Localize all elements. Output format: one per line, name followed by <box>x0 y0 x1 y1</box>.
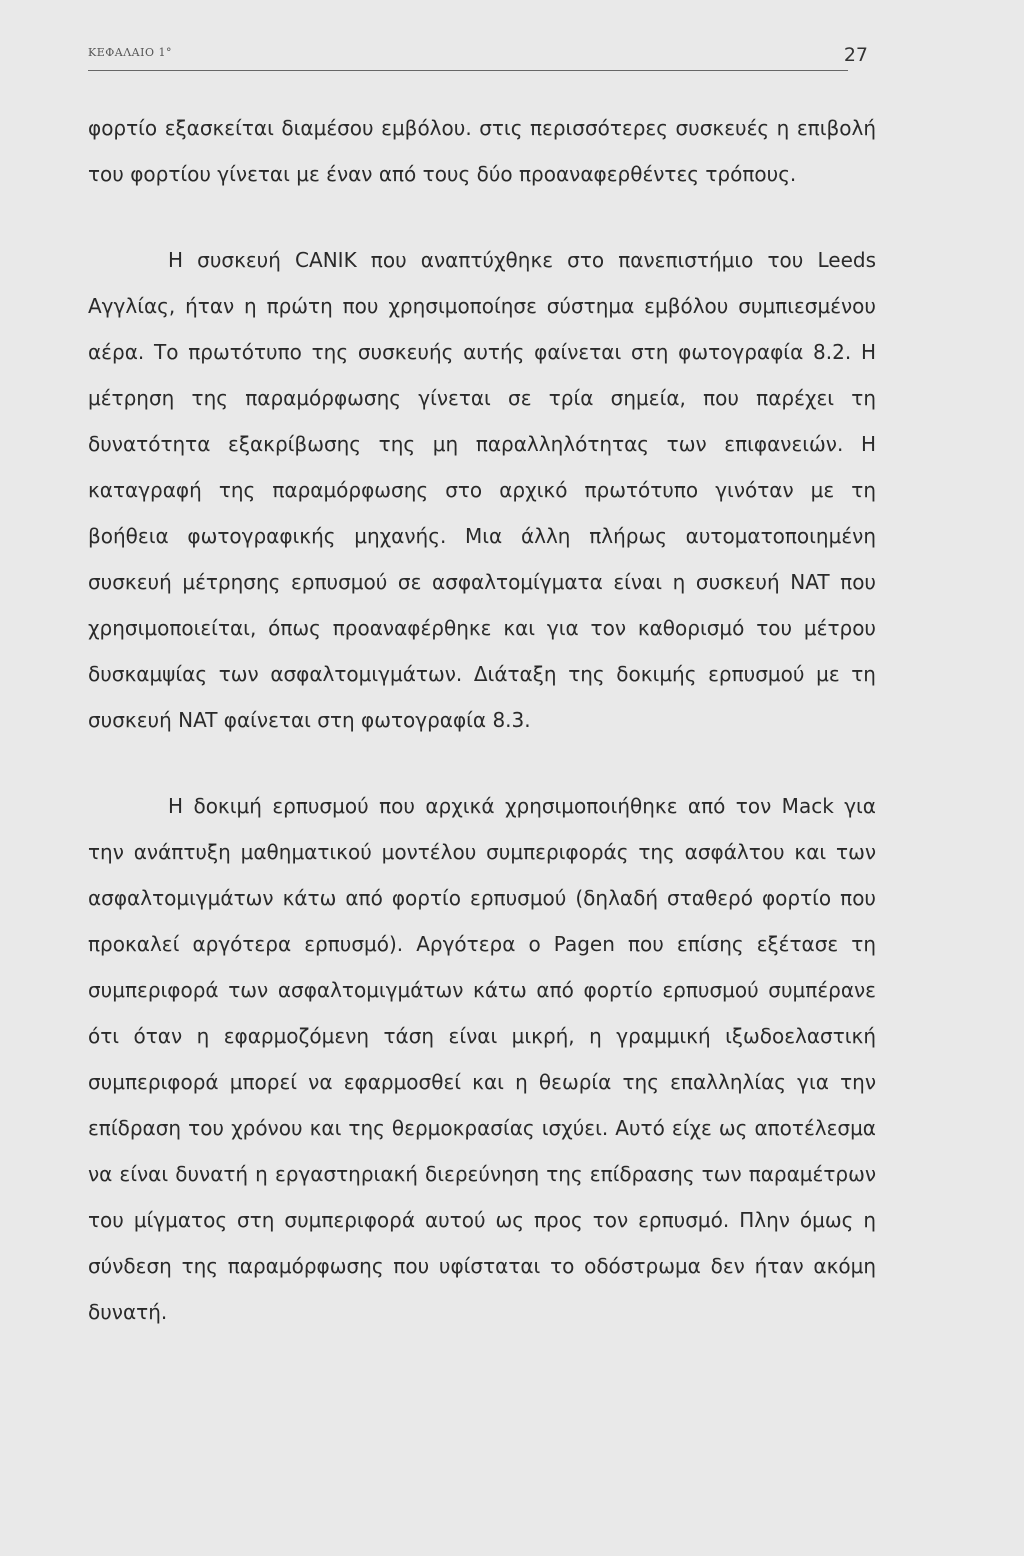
header-rule <box>88 70 848 71</box>
page-number: 27 <box>843 44 868 66</box>
page-header <box>88 42 878 82</box>
paragraph-1: φορτίο εξασκείται διαμέσου εμβόλου. στις περισσότερες συσκευές η επιβολή του φορτίου γίνεται με έναν από τους δύο προαναφερθέντες τρόπους. <box>88 116 876 186</box>
chapter-label: ΚΕΦΑΛΑΙΟ 1° <box>88 46 172 59</box>
paragraph-3: Η δοκιμή ερπυσμού που αρχικά χρησιμοποιήθηκε από τον Mack για την ανάπτυξη μαθηματικού μοντέλου συμπεριφοράς της ασφάλτου και των ασφαλτομιγμάτων κάτω από φορτίο ερπυσμού (δηλαδή σταθερό φορτίο που προκαλεί αργότερα ερπυσμό). Αργότερα ο Pagen που επίσης εξέτασε τη συμπεριφορά των ασφαλτομιγμάτων κάτω από φορτίο ερπυσμού συμπέρανε ότι όταν η εφαρμοζόμενη τάση είναι μικρή, η γραμμική ιξωδοελαστική συμπεριφορά μπορεί να εφαρμοσθεί και η θεωρία της επαλληλίας για την επίδραση του χρόνου και της θερμοκρασίας ισχύει. Αυτό είχε ως αποτέλεσμα να είναι δυνατή η εργαστηριακή διερεύνηση της επίδρασης των παραμέτρων του μίγματος στη συμπεριφορά αυτού ως προς τον ερπυσμό. Πλην όμως η σύνδεση της παραμόρφωσης που υφίσταται το οδόστρωμα δεν ήταν ακόμη δυνατή. <box>88 794 876 1324</box>
paragraph-2: Η συσκευή CANIK που αναπτύχθηκε στο πανεπιστήμιο του Leeds Αγγλίας, ήταν η πρώτη που χρησιμοποίησε σύστημα εμβόλου συμπιεσμένου αέρα. Το πρωτότυπο της συσκευής αυτής φαίνεται στη φωτογραφία 8.2. Η μέτρηση της παραμόρφωσης γίνεται σε τρία σημεία, που παρέχει τη δυνατότητα εξακρίβωσης της μη παραλληλότητας των επιφανειών. Η καταγραφή της παραμόρφωσης στο αρχικό πρωτότυπο γινόταν με τη βοήθεια φωτογραφικής μηχανής. Μια άλλη πλήρως αυτοματοποιημένη συσκευή μέτρησης ερπυσμού σε ασφαλτομίγματα είναι η συσκευή NAT που χρησιμοποιείται, όπως προαναφέρθηκε και για τον καθορισμό του μέτρου δυσκαμψίας των ασφαλτομιγμάτων. Διάταξη της δοκιμής ερπυσμού με τη συσκευή NAT φαίνεται στη φωτογραφία 8.3. <box>88 248 876 732</box>
body-text <box>88 105 876 1335</box>
